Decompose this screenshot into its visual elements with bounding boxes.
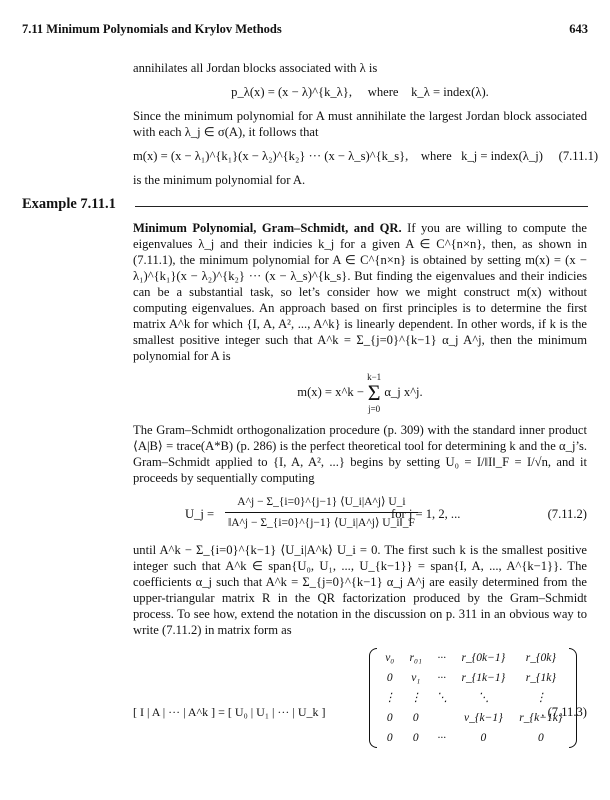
u-denominator: ‖A^j − Σ_{i=0}^{j−1} ⟨U_i|A^j⟩ U_i‖_F — [228, 517, 415, 529]
matrix-cell: ⋱ — [477, 692, 490, 704]
example-paragraph-1 — [133, 220, 587, 364]
intro-line: annihilates all Jordan blocks associated with λ is — [133, 61, 378, 75]
matrix-cell: 0 — [386, 712, 393, 724]
eq-rhs: k_λ = index(λ). — [411, 85, 489, 99]
matrix-cell: 0 — [537, 732, 544, 744]
u-numerator: A^j − Σ_{i=0}^{j−1} ⟨U_i|A^j⟩ U_i — [225, 494, 418, 513]
matrix-cell: ··· — [437, 732, 447, 744]
matrix-cell: ··· — [437, 652, 447, 664]
m-equation — [133, 370, 587, 414]
example-heading: Minimum Polynomial, Gram–Schmidt, and QR. — [133, 221, 402, 235]
matrix-cell: ··· — [437, 672, 447, 684]
matrix-row — [377, 728, 569, 748]
eq-where: where — [367, 85, 399, 99]
matrix-cell: ⋮ — [384, 692, 396, 704]
matrix-cell: r_{1k} — [525, 672, 556, 684]
qr-eq-number: , (7.11.3) — [541, 705, 587, 719]
eq2-lhs: m(x) = (x − λ₁)^{k₁}(x − λ₂)^{k₂} ··· (x − λ_s)^{k_s}, — [133, 149, 409, 163]
matrix-cell: 0 — [480, 732, 487, 744]
intro-paragraph-2: Since the minimum polynomial for A must annihilate the largest Jordan block associated with each λ_j ∈ σ(A), it follows that — [133, 109, 587, 139]
section-title: 7.11 Minimum Polynomials and Krylov Methods — [22, 22, 282, 36]
matrix-cell: r_{k−1k} — [519, 712, 563, 724]
matrix-cell: r_{1k−1} — [461, 672, 506, 684]
matrix-cell: 0 — [386, 672, 393, 684]
matrix-cell: r_{0k} — [525, 652, 556, 664]
example-paragraph-2: The Gram–Schmidt orthogonalization procedure (p. 309) with the standard inner product ⟨A|B⟩ = trace(A*B) (p. 286) is the perfect theoretical tool for determining k and the α_j’s. Gram–Schmidt applied to {I, A, A², ...} begins by setting U₀ = I/‖I‖_F = I/√n, and it proceeds by sequentially computing — [133, 423, 587, 485]
eq2-number: (7.11.1) — [558, 149, 599, 163]
matrix-cell: 0 — [386, 732, 393, 744]
example-rule — [135, 206, 588, 207]
example-block — [133, 220, 587, 778]
qr-equation — [133, 648, 587, 778]
m-sum — [367, 372, 381, 414]
min-poly-equation — [133, 148, 599, 164]
m-eq-lhs: m(x) = x^k − — [297, 385, 364, 399]
u-eq-for: for j = 1, 2, ... — [391, 507, 461, 521]
intro-paragraph-3: is the minimum polynomial for A. — [133, 173, 306, 187]
intro-block — [133, 60, 599, 188]
gram-schmidt-equation — [133, 494, 587, 534]
matrix-cell: 0 — [412, 712, 419, 724]
u-eq-number: (7.11.2) — [547, 507, 587, 521]
matrix-row — [377, 648, 569, 668]
eq2-rhs: k_j = index(λ_j) — [461, 149, 543, 163]
matrix-cell: r_{0k−1} — [461, 652, 506, 664]
m-sum-bottom: j=0 — [368, 404, 381, 415]
matrix-cell: ⋮ — [409, 692, 422, 704]
matrix-cell: ⋱ — [435, 692, 448, 704]
matrix-cell — [429, 708, 455, 728]
example-paragraph-3: until A^k − Σ_{i=0}^{k−1} ⟨U_i|A^k⟩ U_i = 0. The first such k is the smallest positive integer such that A^k ∈ span{U₀, U₁, ..., U_{k−1}} = span{I, A, ..., A^{k−1}}. The coefficients α_j such that A^k = Σ_{j=0}^{k−1} α_j A^j are easily determined from the upper-triangular matrix R in the QR factorization produced by the Gram–Schmidt process. To see how, extend the notation in the discussion on p. 311 in an obvious way to write (7.11.2) in matrix form as — [133, 543, 587, 637]
matrix-cell: ⋮ — [535, 692, 547, 704]
u-fraction — [225, 494, 418, 531]
matrix-cell: ν_{k−1} — [464, 712, 503, 724]
jordan-equation — [133, 84, 587, 100]
matrix-cell: 0 — [412, 732, 419, 744]
matrix-cell: ν₀ — [385, 652, 395, 664]
m-eq-tail: α_j x^j. — [384, 385, 423, 399]
qr-eq-lhs: [ I | A | ··· | A^k ] = [ U₀ | U₁ | ··· | U_k ] — [133, 705, 326, 719]
r-matrix-table — [377, 648, 569, 748]
matrix-cell: ν₁ — [411, 672, 421, 684]
u-eq-lhs: U_j = — [185, 507, 215, 521]
running-header — [22, 22, 588, 37]
matrix-row — [377, 668, 569, 688]
m-sum-top: k−1 — [367, 372, 382, 383]
example-label: Example 7.11.1 — [22, 196, 116, 212]
eq2-where: where — [420, 149, 452, 163]
sigma-symbol: Σ — [367, 380, 381, 406]
r-matrix — [369, 648, 577, 748]
eq-lhs: p_λ(x) = (x − λ)^{k_λ}, — [231, 85, 352, 99]
matrix-cell: r₀₁ — [409, 652, 422, 664]
page-number: 643 — [569, 22, 588, 36]
example-text-1: If you are willing to compute the eigenvalues λ_j and their indicies k_j for a given A ∈ C^{n×n}, then, as shown in (7.11.1), the minimum polynomial for A ∈ C^{n×n} is obtained by setting m(x) = (x − λ₁)^{k₁}(x − λ₂)^{k₂} ··· (x − λ_s)^{k_s}. But finding the eigenvalues and their indicies can be a substantial task, so let’s consider how we might construct m(x) without computing eigenvalues. An approach based on first principles is to determine the first matrix A^k for which {I, A, A², ..., A^k} is linearly dependent. In other words, if k is the smallest positive integer such that A^k = Σ_{j=0}^{k−1} α_j A^j, then the minimum polynomial for A is — [133, 221, 587, 363]
